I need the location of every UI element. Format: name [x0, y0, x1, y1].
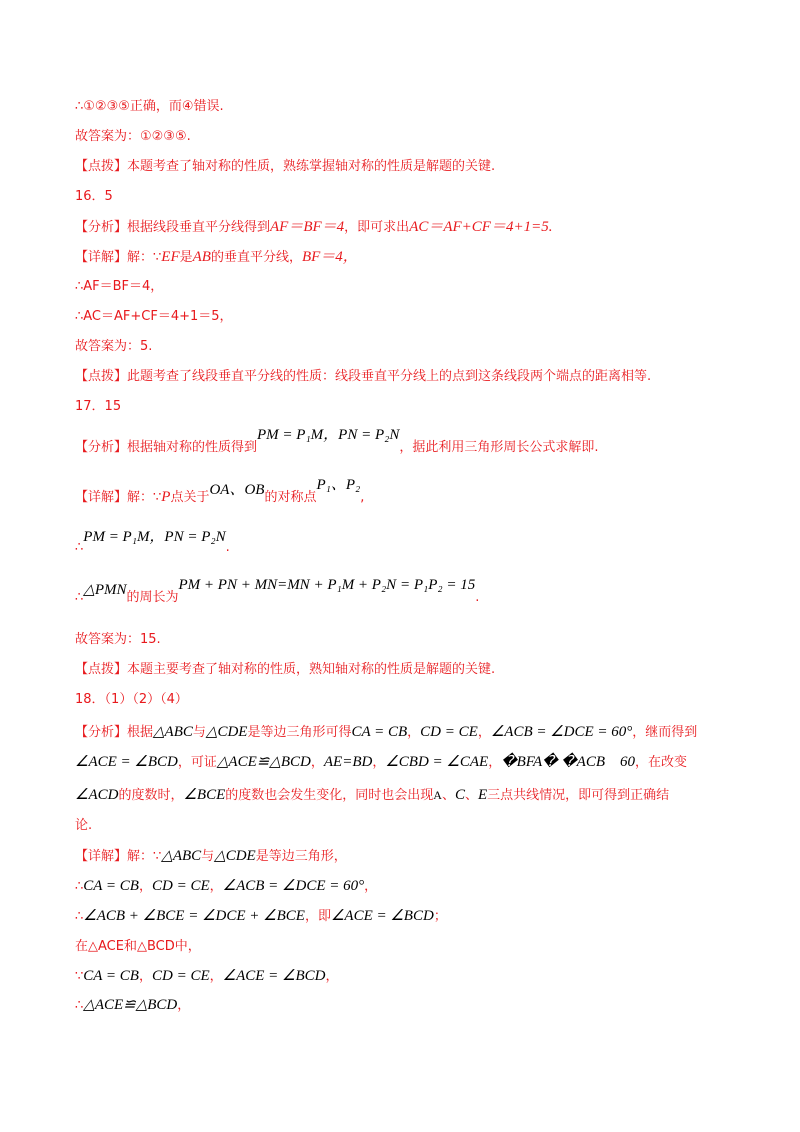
text: ∴	[75, 590, 84, 605]
conclusion-line: ∴①②③⑤正确，而④错误.	[75, 99, 224, 114]
math: PM + PN + MN=MN + P₁M + P₂N = P₁P₂ = 15	[178, 577, 476, 593]
question-17-heading: 17．15	[75, 399, 122, 414]
text: 的度数时，	[118, 788, 184, 803]
text: 【分析】根据线段垂直平分线得到	[75, 220, 271, 235]
text: ，	[372, 755, 386, 770]
math: AF＝BF＝4	[270, 219, 345, 235]
q17-analysis	[75, 427, 599, 458]
text: 与	[201, 849, 215, 864]
question-18-heading: 18．（1）（2）（4）	[75, 692, 188, 707]
q17-step-2	[75, 577, 480, 608]
math: ∠ACE = ∠BCD	[75, 754, 178, 770]
text: ，	[477, 725, 491, 740]
text: ，	[138, 969, 152, 984]
math: EF	[161, 249, 180, 265]
math: △PMN	[83, 582, 127, 598]
q16-detail	[75, 247, 358, 268]
math: CD = CE	[420, 724, 478, 740]
math: ∠ACE = ∠BCD	[222, 968, 326, 984]
math: P	[161, 489, 171, 505]
math: CD = CE	[151, 968, 210, 984]
text: ，	[310, 755, 324, 770]
q18-step-2	[75, 906, 447, 927]
math: ∠BCE	[183, 787, 226, 803]
math: △CDE	[214, 848, 256, 864]
q18-step-5	[75, 995, 190, 1016]
text: ，	[488, 755, 502, 770]
text: 是等边三角形，	[255, 849, 347, 864]
math: ∠ACE = ∠BCD	[330, 908, 434, 924]
math: P₁、P₂	[316, 477, 361, 493]
text: 的对称点	[264, 490, 317, 505]
math: A	[433, 788, 442, 802]
text: ，即可求出	[344, 220, 410, 235]
q16-step-2: ∴AC＝AF+CF＝4+1＝5，	[75, 309, 233, 324]
math: CD = CE	[151, 878, 210, 894]
text: ，	[209, 879, 223, 894]
text: 【详解】解：∵	[75, 849, 162, 864]
text: 是	[179, 250, 193, 265]
text: ∴	[75, 879, 84, 894]
math: �BFA� �ACB 60	[501, 754, 635, 770]
math: △ABC	[153, 724, 193, 740]
q18-analysis-2	[75, 752, 687, 773]
remark-line: 【点拨】本题考查了轴对称的性质，熟练掌握轴对称的性质是解题的关键.	[75, 159, 496, 174]
math: CA = CB	[351, 724, 408, 740]
q16-analysis	[75, 217, 552, 238]
text: 点关于	[170, 490, 210, 505]
text: ，	[177, 998, 191, 1013]
text: ∵	[75, 969, 84, 984]
math: CA = CB	[83, 878, 139, 894]
text: ，在改变	[635, 755, 688, 770]
q18-analysis-3	[75, 785, 669, 806]
text: ，	[325, 969, 339, 984]
text: 是等边三角形可得	[247, 725, 352, 740]
text: 【详解】解：∵	[75, 490, 162, 505]
q17-detail	[75, 477, 365, 508]
q16-answer: 故答案为：5.	[75, 339, 153, 354]
text: ；	[433, 909, 447, 924]
math: ∠ACB = ∠DCE = 60°	[490, 724, 633, 740]
q18-detail	[75, 846, 347, 867]
q16-step-1: ∴AF＝BF＝4，	[75, 279, 164, 294]
text: ，	[407, 725, 421, 740]
math: ∠ACB + ∠BCE = ∠DCE + ∠BCE	[83, 908, 305, 924]
text: 与	[192, 725, 206, 740]
math: AB	[192, 249, 211, 265]
text: 的垂直平分线，	[210, 250, 302, 265]
text: 【分析】根据轴对称的性质得到	[75, 440, 258, 455]
math: AE=BD	[323, 754, 373, 770]
q18-analysis-4: 论.	[75, 818, 93, 833]
answer-line: 故答案为：①②③⑤.	[75, 129, 191, 144]
math: AC＝AF+CF＝4+1=5.	[409, 219, 553, 235]
math: △ACE≌△BCD	[216, 754, 311, 770]
math: ∠CBD = ∠CAE	[385, 754, 489, 770]
text: 的周长为	[126, 590, 179, 605]
q17-remark: 【点拨】本题主要考查了轴对称的性质，熟知轴对称的性质是解题的关键.	[75, 662, 496, 677]
text: ∴	[75, 540, 84, 555]
math: PM = P₁M，PN = P₂N	[83, 529, 226, 545]
math: OA、OB	[209, 482, 265, 498]
q18-step-3: 在△ACE和△BCD中，	[75, 939, 201, 954]
q16-remark: 【点拨】此题考查了线段垂直平分线的性质：线段垂直平分线上的点到这条线段两个端点的距离相等.	[75, 369, 652, 384]
text: ，继而得到	[632, 725, 698, 740]
text: 、	[464, 788, 478, 803]
math: ∠ACD	[75, 787, 119, 803]
math: C	[454, 787, 465, 803]
text: ，	[138, 879, 152, 894]
text: ，	[364, 879, 378, 894]
math: △CDE	[205, 724, 248, 740]
math: PM = P₁M，PN = P₂N	[257, 427, 400, 443]
math: BF＝4，	[301, 249, 358, 265]
q17-answer: 故答案为：15.	[75, 632, 161, 647]
q17-step-1	[75, 529, 230, 558]
text: ∴	[75, 909, 84, 924]
q18-analysis-1	[75, 722, 697, 743]
text: 【分析】根据	[75, 725, 154, 740]
math: CA = CB	[83, 968, 139, 984]
text: 三点共线情况，即可得到正确结	[487, 788, 670, 803]
text: ，即	[304, 909, 331, 924]
text: ，据此利用三角形周长公式求解即.	[399, 440, 599, 455]
text: ∴	[75, 998, 84, 1013]
text: .	[225, 540, 230, 555]
q18-step-4	[75, 966, 339, 987]
text: 的度数也会发生变化，同时也会出现	[225, 788, 434, 803]
text: .	[475, 590, 480, 605]
text: ,	[360, 490, 365, 505]
q18-step-1	[75, 876, 377, 897]
text: 【详解】解：∵	[75, 250, 162, 265]
math: E	[477, 787, 488, 803]
text: ，	[209, 969, 223, 984]
question-16-heading: 16．5	[75, 189, 113, 204]
math: △ABC	[161, 848, 202, 864]
text: ，可证	[177, 755, 217, 770]
math: ∠ACB = ∠DCE = 60°	[222, 878, 365, 894]
text: 、	[441, 788, 455, 803]
math: △ACE≌△BCD	[83, 997, 178, 1013]
